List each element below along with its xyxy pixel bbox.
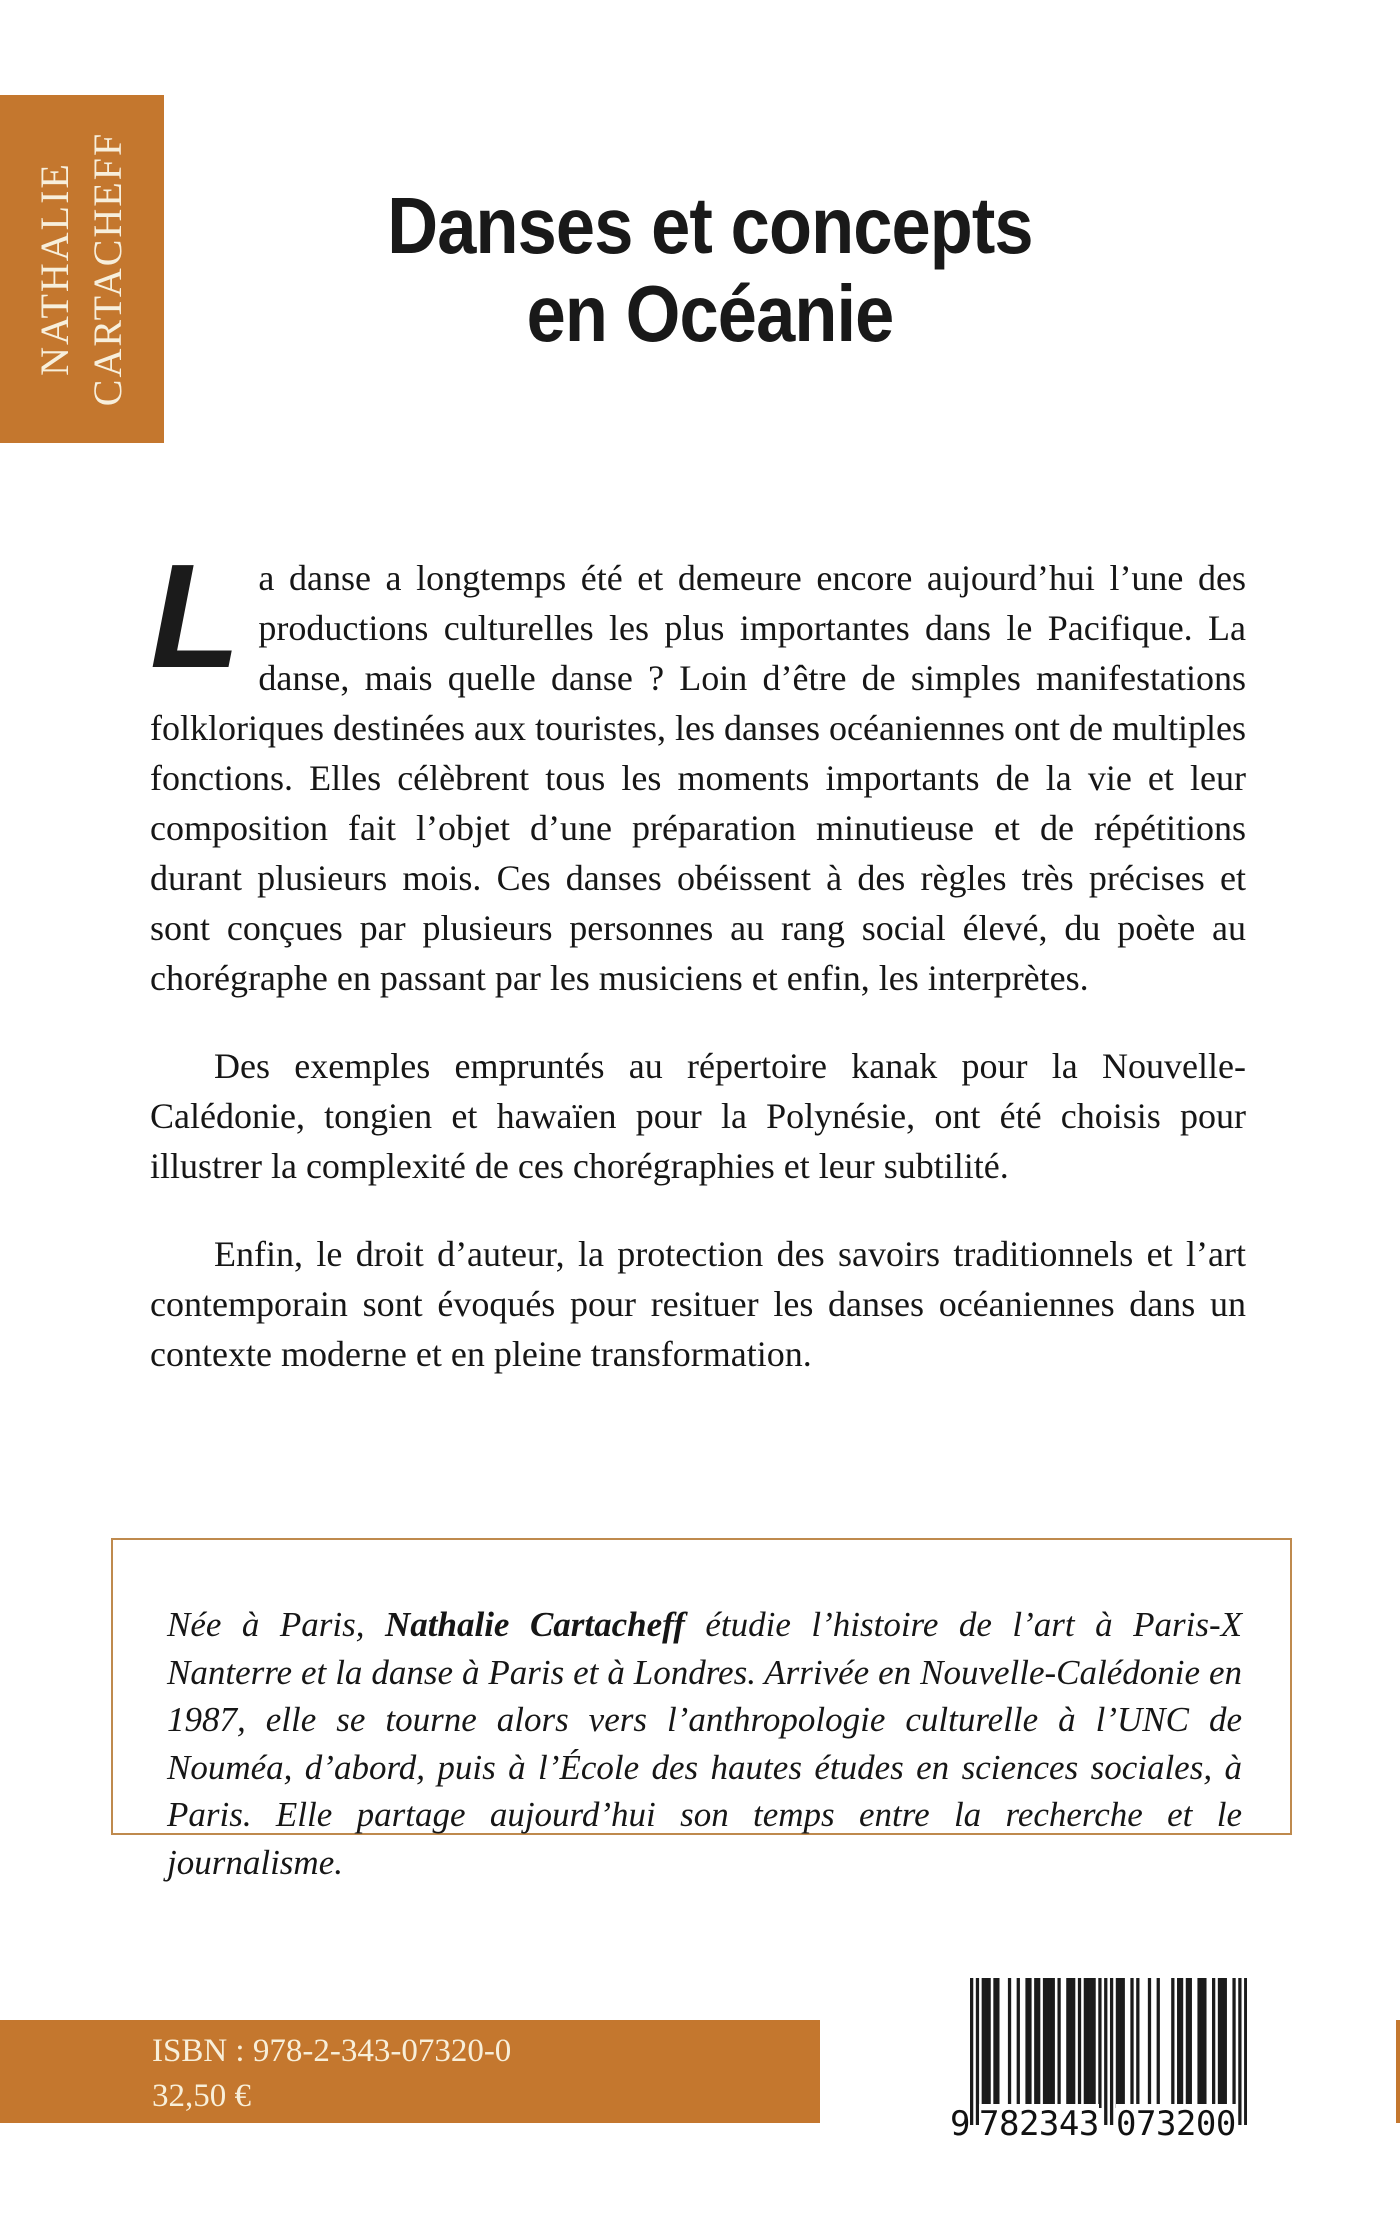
price: 32,50 € [152, 2078, 251, 2114]
isbn-price-text [152, 2029, 511, 2119]
book-title-line1: Danses et concepts [387, 181, 1033, 270]
author-bio-box [111, 1538, 1292, 1882]
author-first-name: NATHALIE [32, 162, 78, 376]
synopsis-paragraph-2: Des exemples empruntés au répertoire kanak pour la Nouvelle-Calédonie, tongien et hawaïen pour la Polynésie, ont été choisis pour illustrer la complexité de ces chorégraphies et leur subtilité. [150, 1046, 1246, 1186]
bio-author-name: Nathalie Cartacheff [385, 1605, 685, 1644]
synopsis-paragraph-1-text: a danse a longtemps été et demeure encore aujourd’hui l’une des productions culturelles les plus importantes dans le Pacifique. La danse, mais quelle danse ? Loin d’être de simples manifestations folkloriques destinées aux touristes, les danses océaniennes ont de multiples fonctions. Elles célèbrent tous les moments importants de la vie et leur composition fait l’objet d’une préparation minutieuse et de répétitions durant plusieurs mois. Ces danses obéissent à des règles très précises et sont conçues par plusieurs personnes au rang social élevé, du poète au chorégraphe en passant par les musiciens et enfin, les interprètes. [150, 558, 1246, 998]
dropcap-letter: L [150, 534, 241, 699]
book-title-line2: en Océanie [526, 269, 894, 358]
barcode-bars [970, 1978, 1247, 2125]
barcode-digits-right-group: 073200 [1116, 2104, 1236, 2144]
book-title [103, 182, 1317, 358]
synopsis-paragraph-3: Enfin, le droit d’auteur, la protection des savoirs traditionnels et l’art contemporain sont évoqués pour resituer les danses océaniennes dans un contexte moderne et en pleine transformation. [150, 1234, 1246, 1374]
isbn-number: ISBN : 978-2-343-07320-0 [152, 2033, 512, 2069]
author-last-name: CARTACHEFF [85, 131, 130, 407]
synopsis [150, 534, 1246, 1379]
bio-prefix: Née à Paris, [167, 1605, 385, 1644]
ean13-barcode [950, 1978, 1250, 2144]
author-bio-text [167, 1601, 1242, 1886]
synopsis-paragraph-1 [150, 534, 1246, 1003]
bio-rest: étudie l’histoire de l’art à Paris-X Nanterre et la danse à Paris et à Londres. Arrivée en Nouvelle-Calédonie en 1987, elle se tourne alors vers l’anthropologie culturelle à l’UNC de Nouméa, d’abord, puis à l’École des hautes études en sciences sociales, à Paris. Elle partage aujourd’hui son temps entre la recherche et le journalisme. [167, 1605, 1243, 1882]
barcode-digit-leading: 9 [950, 2104, 970, 2144]
barcode-digits-left-group: 782343 [979, 2104, 1099, 2144]
